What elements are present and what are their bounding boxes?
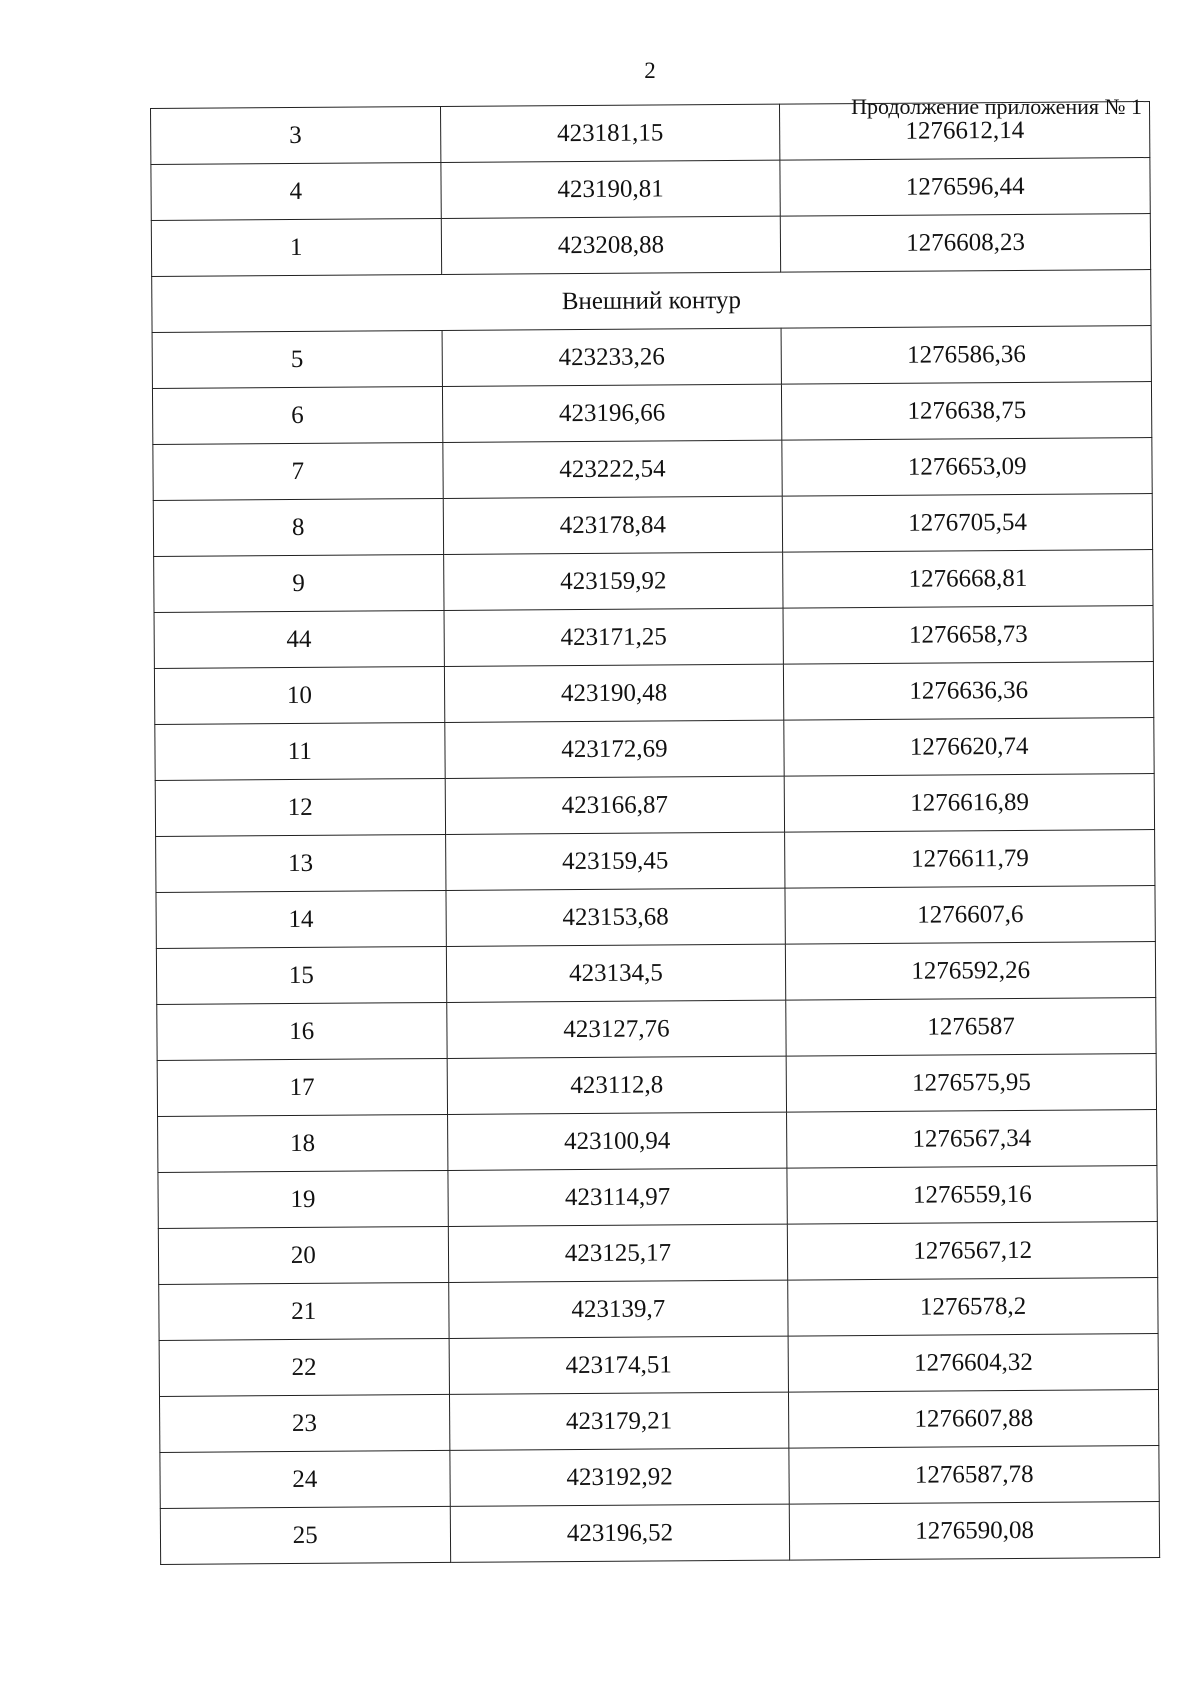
y-coordinate-cell: 1276607,88 [789,1389,1159,1448]
x-coordinate-cell: 423112,8 [447,1056,787,1114]
point-number-cell: 44 [154,610,444,668]
table-row [158,1221,1157,1284]
point-number-cell: 13 [156,834,446,892]
page-number: 2 [644,58,656,83]
y-coordinate-cell: 1276587 [786,998,1156,1057]
table-body-before-section [151,102,1151,277]
table-row [154,606,1153,669]
x-coordinate-cell: 423159,92 [443,552,783,610]
table-row [157,998,1156,1061]
x-coordinate-cell: 423125,17 [448,1224,788,1282]
y-coordinate-cell: 1276559,16 [787,1165,1157,1224]
point-number-cell: 4 [151,162,441,220]
x-coordinate-cell: 423134,5 [446,944,786,1002]
table-row [156,830,1155,893]
point-number-cell: 25 [160,1506,450,1564]
x-coordinate-cell: 423100,94 [447,1112,787,1170]
x-coordinate-cell: 423171,25 [444,608,784,666]
point-number-cell: 22 [159,1338,449,1396]
y-coordinate-cell: 1276620,74 [784,718,1154,777]
x-coordinate-cell: 423233,26 [442,328,782,386]
table-row [156,942,1155,1005]
x-coordinate-cell: 423222,54 [442,440,782,498]
point-number-cell: 20 [158,1226,448,1284]
y-coordinate-cell: 1276590,08 [790,1501,1160,1560]
table-body-outer-contour [152,326,1160,1565]
point-number-cell: 16 [157,1002,447,1060]
table-row [160,1445,1159,1508]
point-number-cell: 19 [158,1170,448,1228]
y-coordinate-cell: 1276612,14 [780,102,1150,161]
x-coordinate-cell: 423181,15 [440,104,780,162]
point-number-cell: 7 [153,442,443,500]
table-row [152,326,1151,389]
table-row [151,214,1150,277]
y-coordinate-cell: 1276638,75 [782,382,1152,441]
y-coordinate-cell: 1276604,32 [788,1333,1158,1392]
y-coordinate-cell: 1276611,79 [785,830,1155,889]
y-coordinate-cell: 1276567,12 [788,1221,1158,1280]
y-coordinate-cell: 1276596,44 [780,158,1150,217]
point-number-cell: 24 [160,1450,450,1508]
continuation-label: Продолжение приложения № 1 [851,94,1142,119]
point-number-cell: 9 [154,554,444,612]
point-number-cell: 6 [152,386,442,444]
y-coordinate-cell: 1276705,54 [783,494,1153,553]
point-number-cell: 8 [153,498,443,556]
x-coordinate-cell: 423208,88 [441,216,781,274]
point-number-cell: 21 [159,1282,449,1340]
point-number-cell: 12 [155,778,445,836]
point-number-cell: 11 [155,722,445,780]
point-number-cell: 15 [156,946,446,1004]
table-row [156,886,1155,949]
table-row [160,1501,1159,1564]
table-row [158,1109,1157,1172]
y-coordinate-cell: 1276586,36 [781,326,1151,385]
x-coordinate-cell: 423196,66 [442,384,782,442]
x-coordinate-cell: 423196,52 [450,1504,790,1562]
x-coordinate-cell: 423178,84 [443,496,783,554]
point-number-cell: 3 [151,106,441,164]
x-coordinate-cell: 423139,7 [448,1280,788,1338]
point-number-cell: 23 [159,1394,449,1452]
y-coordinate-cell: 1276608,23 [781,214,1151,273]
y-coordinate-cell: 1276575,95 [786,1053,1156,1112]
y-coordinate-cell: 1276607,6 [785,886,1155,945]
table-row [153,438,1152,501]
x-coordinate-cell: 423127,76 [446,1000,786,1058]
table-row [159,1277,1158,1340]
point-number-cell: 17 [157,1058,447,1116]
point-number-cell: 1 [151,218,441,276]
y-coordinate-cell: 1276592,26 [786,942,1156,1001]
table-row [155,774,1154,837]
section-title: Внешний контур [152,270,1151,333]
table-row [154,550,1153,613]
y-coordinate-cell: 1276616,89 [785,774,1155,833]
x-coordinate-cell: 423153,68 [446,888,786,946]
y-coordinate-cell: 1276668,81 [783,550,1153,609]
y-coordinate-cell: 1276658,73 [783,606,1153,665]
section-header [152,270,1151,333]
table-row [155,718,1154,781]
point-number-cell: 18 [158,1114,448,1172]
table-row [154,662,1153,725]
table-row [152,382,1151,445]
point-number-cell: 10 [154,666,444,724]
x-coordinate-cell: 423174,51 [449,1336,789,1394]
y-coordinate-cell: 1276653,09 [782,438,1152,497]
x-coordinate-cell: 423114,97 [448,1168,788,1226]
x-coordinate-cell: 423179,21 [449,1392,789,1450]
table-row [158,1165,1157,1228]
table-row [157,1053,1156,1116]
table-row [151,102,1150,165]
y-coordinate-cell: 1276587,78 [789,1445,1159,1504]
table-row [159,1389,1158,1452]
x-coordinate-cell: 423159,45 [445,832,785,890]
y-coordinate-cell: 1276578,2 [788,1277,1158,1336]
table-row [153,494,1152,557]
y-coordinate-cell: 1276567,34 [787,1109,1157,1168]
x-coordinate-cell: 423172,69 [444,720,784,778]
y-coordinate-cell: 1276636,36 [784,662,1154,721]
point-number-cell: 14 [156,890,446,948]
coordinates-table [150,101,1160,1565]
point-number-cell: 5 [152,330,442,388]
x-coordinate-cell: 423190,48 [444,664,784,722]
x-coordinate-cell: 423166,87 [445,776,785,834]
section-row [152,270,1151,333]
x-coordinate-cell: 423190,81 [440,160,780,218]
table-row [151,158,1150,221]
x-coordinate-cell: 423192,92 [449,1448,789,1506]
table-row [159,1333,1158,1396]
